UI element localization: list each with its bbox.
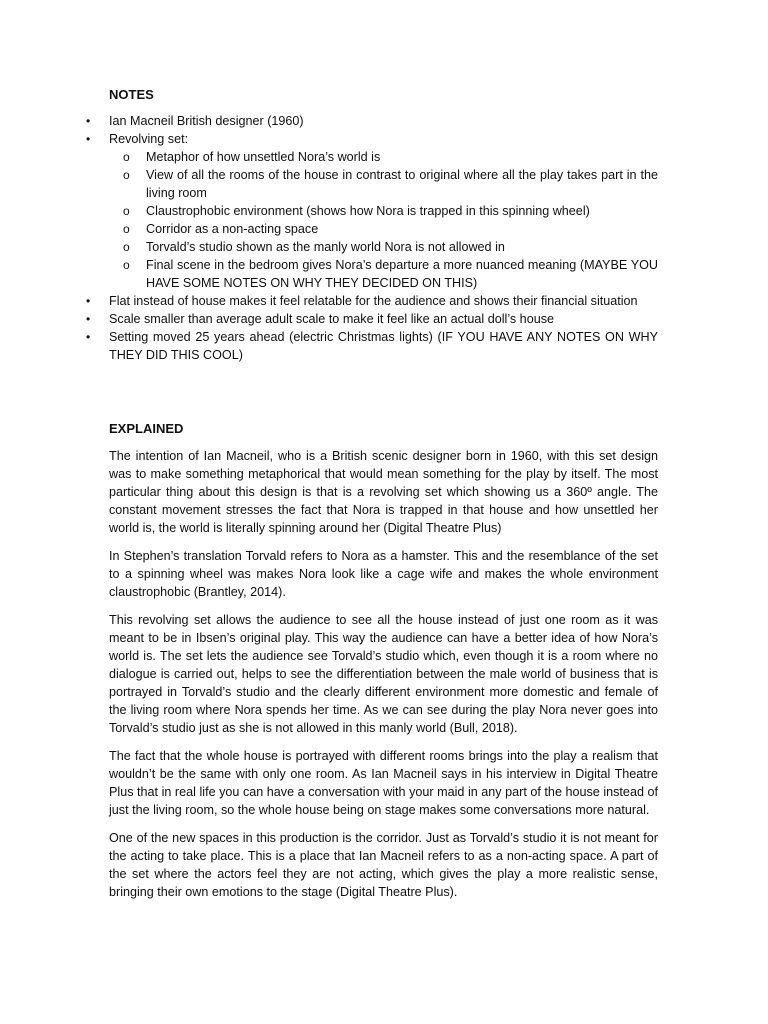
sub-bullet-text: Claustrophobic environment (shows how Nora is trapped in this spinning wheel)	[146, 204, 590, 218]
notes-bullet	[0, 130, 658, 292]
sub-bullet-text: Torvald’s studio shown as the manly world Nora is not allowed in	[146, 240, 505, 254]
bullet-icon: •	[86, 294, 91, 308]
bullet-text: Ian Macneil British designer (1960)	[109, 114, 304, 128]
notes-heading: NOTES	[109, 87, 154, 102]
bullet-icon: •	[86, 312, 91, 326]
circle-bullet-icon: o	[123, 240, 130, 254]
circle-bullet-icon: o	[123, 150, 130, 164]
explained-paragraph: The fact that the whole house is portrayed with different rooms brings into the play a realism that wouldn’t be the same with only one room. As Ian Macneil says in his interview in Digital Theatre Plus that in real life you can have a conversation with your maid in any part of the house instead of just the living room, so the whole house being on stage makes some conversations more natural.	[109, 749, 658, 817]
bullet-icon: •	[86, 330, 91, 344]
bullet-text: Scale smaller than average adult scale to make it feel like an actual doll’s house	[109, 312, 554, 326]
sub-bullet	[109, 220, 658, 238]
sub-bullet-text: Corridor as a non-acting space	[146, 222, 319, 236]
circle-bullet-icon: o	[123, 258, 130, 272]
sub-bullet-text: View of all the rooms of the house in contrast to original where all the play takes part in the living room	[146, 168, 658, 200]
sub-bullet	[109, 148, 658, 166]
notes-list	[0, 112, 768, 364]
explained-paragraph: This revolving set allows the audience to see all the house instead of just one room as it was meant to be in Ibsen’s original play. This way the audience can have a better idea of how Nora’s world is. The set lets the audience see Torvald’s studio which, even though it is a room where no dialogue is carried out, helps to see the differentiation between the male world of business that is portrayed in Torvald’s studio and the clearly different environment more domestic and female of the living room where Nora spends her time. As we can see during the play Nora never goes into Torvald’s studio just as she is not allowed in this manly world (Bull, 2018).	[109, 613, 658, 735]
sub-bullet	[109, 256, 658, 292]
notes-bullet	[0, 328, 658, 364]
sub-bullet-text: Final scene in the bedroom gives Nora’s departure a more nuanced meaning (MAYBE YOU HAVE SOME NOTES ON WHY THEY DECIDED ON THIS)	[146, 258, 658, 290]
sub-list	[109, 148, 658, 292]
sub-bullet	[109, 238, 658, 256]
explained-paragraph: In Stephen’s translation Torvald refers to Nora as a hamster. This and the resemblance of the set to a spinning wheel was makes Nora look like a cage wife and makes the whole environment claustrophobic (Brantley, 2014).	[109, 549, 658, 599]
explained-paragraph: The intention of Ian Macneil, who is a British scenic designer born in 1960, with this set design was to make something metaphorical that would mean something for the play by itself. The most particular thing about this design is that is a revolving set which showing us a 360º angle. The constant movement stresses the fact that Nora is trapped in that house and how unsettled her world is, the world is literally spinning around her (Digital Theatre Plus)	[109, 449, 658, 535]
circle-bullet-icon: o	[123, 222, 130, 236]
explained-paragraph: One of the new spaces in this production is the corridor. Just as Torvald’s studio it is not meant for the acting to take place. This is a place that Ian Macneil refers to as a non-acting space. A part of the set where the actors feel they are not acting, which gives the play a more realistic sense, bringing their own emotions to the stage (Digital Theatre Plus).	[109, 831, 658, 899]
bullet-text: Flat instead of house makes it feel relatable for the audience and shows their financial situation	[109, 294, 638, 308]
notes-bullet	[0, 310, 658, 328]
explained-section	[109, 447, 658, 911]
notes-bullet	[0, 112, 658, 130]
bullet-icon: •	[86, 114, 91, 128]
bullet-text: Revolving set:	[109, 132, 189, 146]
circle-bullet-icon: o	[123, 204, 130, 218]
explained-heading: EXPLAINED	[109, 421, 184, 436]
sub-bullet	[109, 202, 658, 220]
bullet-icon: •	[86, 132, 91, 146]
sub-bullet-text: Metaphor of how unsettled Nora’s world is	[146, 150, 381, 164]
bullet-text: Setting moved 25 years ahead (electric Christmas lights) (IF YOU HAVE ANY NOTES ON WHY THEY DID THIS COOL)	[109, 330, 658, 362]
notes-bullet	[0, 292, 658, 310]
circle-bullet-icon: o	[123, 168, 130, 182]
sub-bullet	[109, 166, 658, 202]
